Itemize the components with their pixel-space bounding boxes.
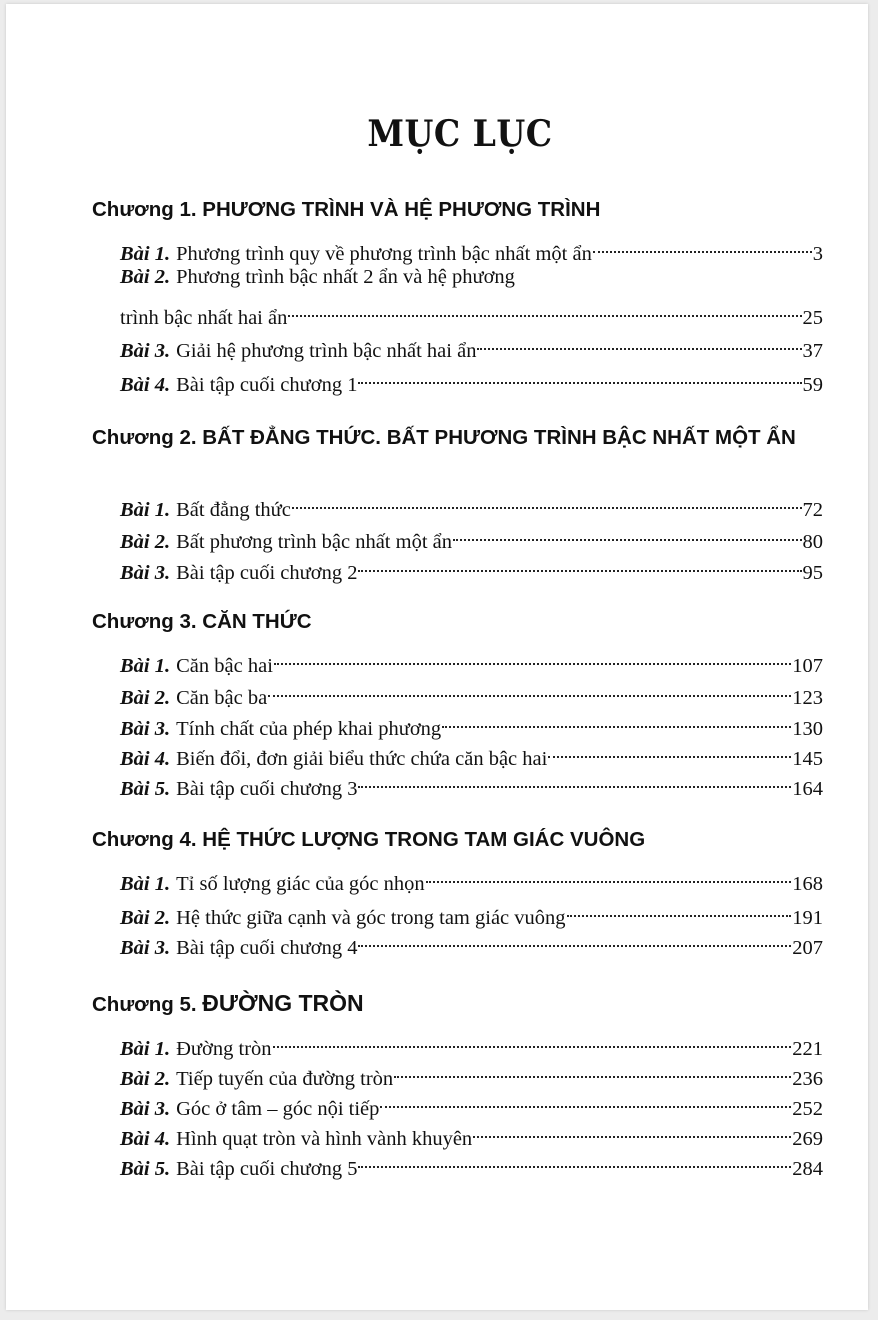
- lesson-number: Bài 3.: [120, 340, 171, 362]
- lesson-title: Tiếp tuyến của đường tròn: [176, 1068, 394, 1090]
- lesson-title: Phương trình quy về phương trình bậc nhất một ẩn: [176, 243, 592, 265]
- toc-entry[interactable]: [120, 549, 823, 584]
- page-number: 72: [802, 499, 823, 521]
- dot-leader: [358, 765, 791, 795]
- page-number: 107: [792, 655, 823, 677]
- dot-leader: [358, 1145, 791, 1175]
- dot-leader: [442, 705, 791, 735]
- toc-entry[interactable]: [120, 674, 823, 709]
- lesson-title: Hệ thức giữa cạnh và góc trong tam giác vuông: [176, 907, 566, 929]
- page-number: 145: [792, 748, 823, 770]
- lesson-number: Bài 4.: [120, 1128, 171, 1150]
- toc-entry[interactable]: [120, 1115, 823, 1150]
- toc-entry[interactable]: [120, 327, 823, 362]
- page-number: 168: [792, 873, 823, 895]
- page-number: 37: [802, 340, 823, 362]
- page-number: 284: [792, 1158, 823, 1180]
- dot-leader: [567, 894, 792, 924]
- lesson-title: Bài tập cuối chương 5: [176, 1158, 358, 1180]
- lesson-title: trình bậc nhất hai ẩn: [120, 307, 288, 329]
- lesson-number: Bài 2.: [120, 907, 171, 929]
- lesson-title: Bất phương trình bậc nhất một ẩn: [176, 531, 452, 553]
- lesson-number: Bài 2.: [120, 531, 171, 553]
- page-number: 25: [802, 307, 823, 329]
- lesson-title: Bài tập cuối chương 1: [176, 374, 358, 396]
- page-number: 3: [812, 243, 823, 265]
- page-number: 123: [792, 687, 823, 709]
- dot-leader: [593, 230, 812, 260]
- toc-entry[interactable]: [120, 735, 823, 770]
- toc-entry[interactable]: [120, 486, 823, 521]
- chapter-3-heading: Chương 3. CĂN THỨC: [92, 610, 312, 633]
- toc-entry[interactable]: [120, 642, 823, 677]
- page-number: 236: [792, 1068, 823, 1090]
- lesson-title: Tính chất của phép khai phương: [176, 718, 442, 740]
- lesson-number: Bài 3.: [120, 937, 171, 959]
- lesson-title: Bài tập cuối chương 3: [176, 778, 358, 800]
- page-number: 221: [792, 1038, 823, 1060]
- dot-leader: [268, 674, 791, 704]
- page-number: 80: [802, 531, 823, 553]
- lesson-title: Bài tập cuối chương 4: [176, 937, 358, 959]
- dot-leader: [426, 860, 792, 890]
- lesson-title: Căn bậc hai: [176, 655, 273, 677]
- page-number: 59: [802, 374, 823, 396]
- page-number: 130: [792, 718, 823, 740]
- dot-leader: [358, 924, 791, 954]
- chapter-5-title: ĐƯỜNG TRÒN: [202, 990, 364, 1016]
- toc-entry[interactable]: [120, 924, 823, 959]
- dot-leader: [477, 327, 801, 357]
- lesson-number: Bài 5.: [120, 778, 171, 800]
- dot-leader: [380, 1085, 791, 1115]
- dot-leader: [358, 549, 801, 579]
- dot-leader: [273, 1025, 792, 1055]
- lesson-title: Góc ở tâm – góc nội tiếp: [176, 1098, 380, 1120]
- page-title: MỤC LỤC: [367, 113, 553, 155]
- page-number: 164: [792, 778, 823, 800]
- lesson-number: Bài 1.: [120, 873, 171, 895]
- dot-leader: [548, 735, 791, 765]
- lesson-number: Bài 3.: [120, 718, 171, 740]
- toc-entry[interactable]: [120, 518, 823, 553]
- chapter-4-heading: Chương 4. HỆ THỨC LƯỢNG TRONG TAM GIÁC VUÔNG: [92, 828, 646, 851]
- toc-entry[interactable]: [120, 262, 823, 292]
- lesson-number: Bài 2.: [120, 1068, 171, 1090]
- dot-leader: [358, 361, 801, 391]
- dot-leader: [292, 486, 802, 516]
- lesson-number: Bài 3.: [120, 562, 171, 584]
- toc-entry[interactable]: [120, 361, 823, 396]
- lesson-number: Bài 1.: [120, 243, 171, 265]
- lesson-title-line1: Phương trình bậc nhất 2 ẩn và hệ phương: [176, 266, 515, 288]
- lesson-number: Bài 4.: [120, 748, 171, 770]
- chapter-1-heading: Chương 1. PHƯƠNG TRÌNH VÀ HỆ PHƯƠNG TRÌNH: [92, 198, 601, 221]
- dot-leader: [288, 294, 801, 324]
- page-number: 95: [802, 562, 823, 584]
- lesson-number: Bài 2.: [120, 266, 171, 288]
- lesson-title: Bài tập cuối chương 2: [176, 562, 358, 584]
- lesson-title: Giải hệ phương trình bậc nhất hai ẩn: [176, 340, 477, 362]
- lesson-title: Căn bậc ba: [176, 687, 268, 709]
- page-number: 191: [792, 907, 823, 929]
- lesson-number: Bài 4.: [120, 374, 171, 396]
- toc-entry[interactable]: [120, 1025, 823, 1060]
- toc-entry-continuation[interactable]: [120, 294, 823, 329]
- toc-entry[interactable]: [120, 230, 823, 265]
- page-number: 269: [792, 1128, 823, 1150]
- chapter-5-prefix: Chương 5.: [92, 993, 197, 1016]
- toc-entry[interactable]: [120, 1145, 823, 1180]
- toc-entry[interactable]: [120, 765, 823, 800]
- lesson-number: Bài 1.: [120, 499, 171, 521]
- lesson-number: Bài 1.: [120, 1038, 171, 1060]
- lesson-title: Biến đổi, đơn giải biểu thức chứa căn bậc hai: [176, 748, 548, 770]
- dot-leader: [473, 1115, 791, 1145]
- toc-entry[interactable]: [120, 894, 823, 929]
- page-number: 252: [792, 1098, 823, 1120]
- lesson-title: Đường tròn: [176, 1038, 272, 1060]
- lesson-number: Bài 1.: [120, 655, 171, 677]
- lesson-title: Bất đẳng thức: [176, 499, 291, 521]
- dot-leader: [274, 642, 791, 672]
- lesson-number: Bài 2.: [120, 687, 171, 709]
- lesson-number: Bài 3.: [120, 1098, 171, 1120]
- dot-leader: [394, 1055, 791, 1085]
- dot-leader: [453, 518, 802, 548]
- lesson-title: Tỉ số lượng giác của góc nhọn: [176, 873, 425, 895]
- lesson-number: Bài 5.: [120, 1158, 171, 1180]
- page-number: 207: [792, 937, 823, 959]
- lesson-title: Hình quạt tròn và hình vành khuyên: [176, 1128, 473, 1150]
- toc-entry[interactable]: [120, 705, 823, 740]
- toc-entry[interactable]: [120, 1085, 823, 1120]
- chapter-5-heading: [92, 989, 822, 1019]
- toc-entry[interactable]: [120, 1055, 823, 1090]
- chapter-2-heading: Chương 2. BẤT ĐẲNG THỨC. BẤT PHƯƠNG TRÌNH BẬC NHẤT MỘT ẨN: [92, 426, 796, 449]
- toc-entry[interactable]: [120, 860, 823, 895]
